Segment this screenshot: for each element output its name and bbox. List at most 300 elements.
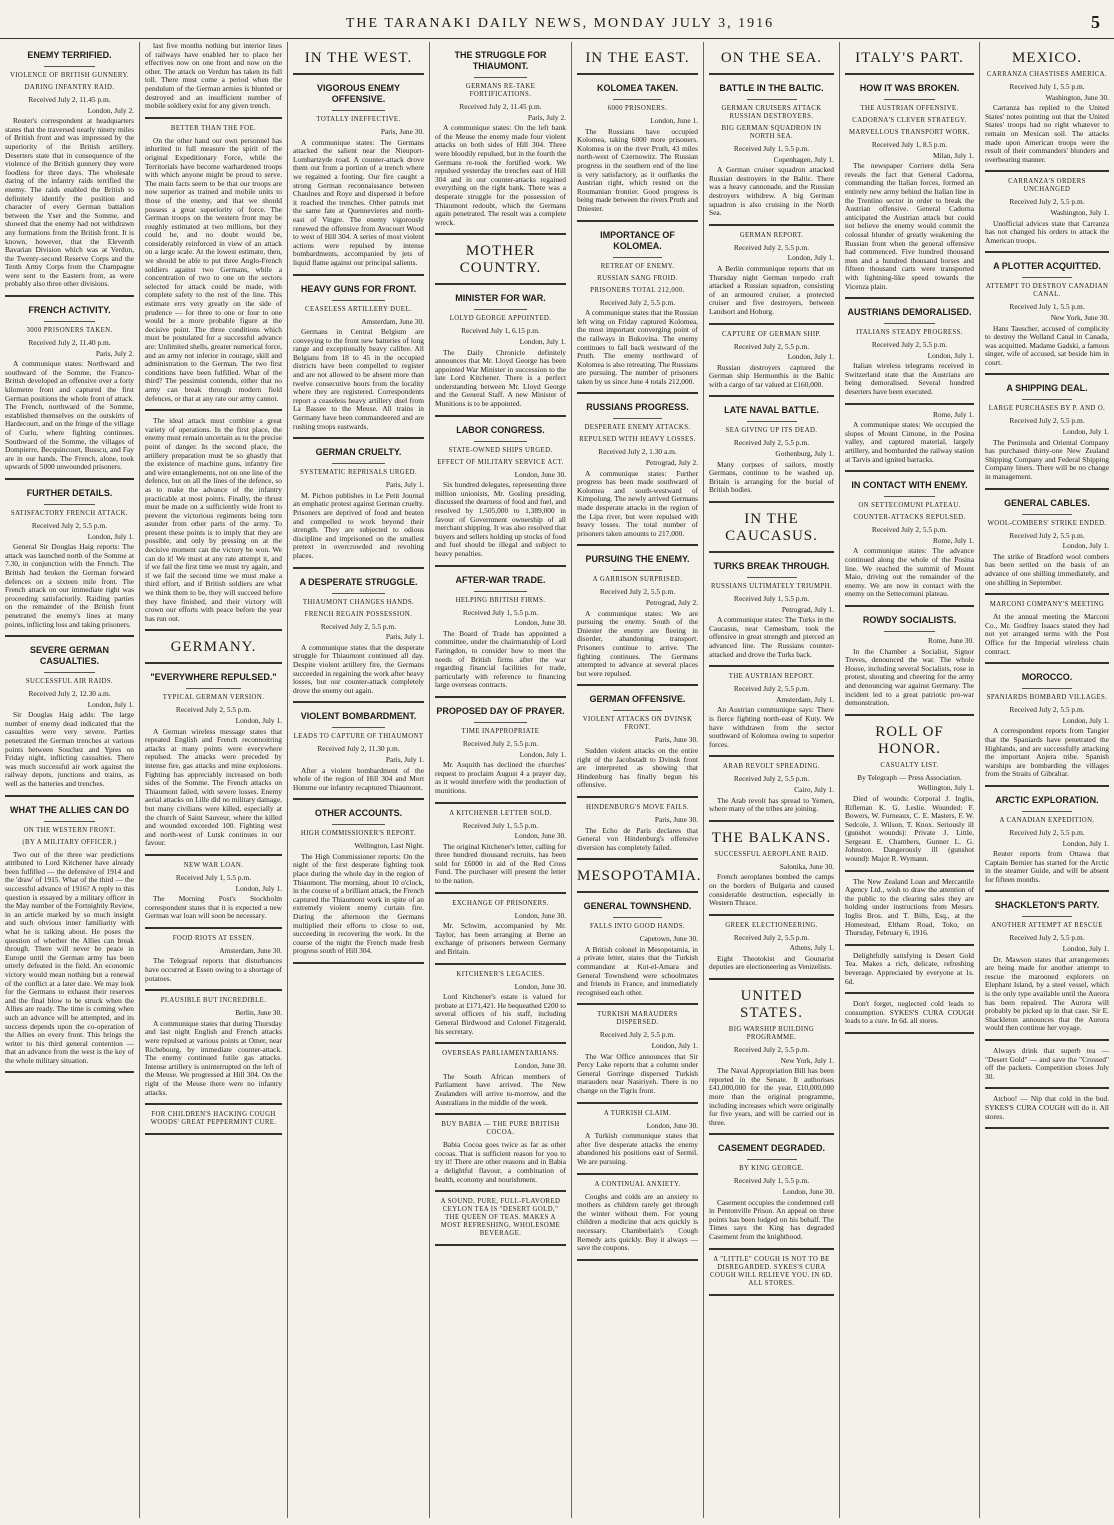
- article-divider: [985, 593, 1109, 595]
- article: [709, 331, 834, 398]
- rule-divider: [44, 672, 96, 673]
- subheading: LARGE PURCHASES BY P. AND O.: [988, 405, 1106, 413]
- subheading: THE AUSTRIAN REPORT.: [728, 673, 815, 681]
- article: [5, 488, 134, 637]
- rule-divider: [44, 66, 96, 67]
- article-divider: [435, 1113, 566, 1115]
- section-heading: MEXICO.: [1012, 50, 1082, 66]
- column-1: [0, 42, 140, 1518]
- place-date: Washington, June 30.: [1045, 92, 1109, 102]
- dateline: Received July 1, 6.15 p.m.: [461, 326, 540, 336]
- article-body: A German cruiser squadron attacked Russian destroyers in the Baltic. There was a heavy cannonade, and the Russian destroyers withdrew. A big German squadron is also cruising in the North Sea.: [709, 165, 834, 218]
- place-date: Athens, July 1.: [789, 943, 834, 953]
- rule-divider: [474, 309, 526, 310]
- article-divider: [709, 755, 834, 757]
- article-body: Mr. Schwim, accompanied by Mr. Taylor, has been arranging at Berne an exchange of prisoners between Germany and Britain.: [435, 921, 566, 957]
- article-divider: [293, 798, 424, 800]
- article-body: A correspondent reports from Tangier that the Spaniards have penetrated the Highlands, and are successfully attacking the important Anjera tribe. Spanish warships are bombarding the villages from the Straits of Gibraltar.: [985, 726, 1109, 779]
- article: [293, 50, 424, 75]
- rule-divider: [474, 722, 526, 723]
- article-heading: GENERAL CABLES.: [1004, 497, 1090, 508]
- rule-divider: [332, 463, 384, 464]
- article-body: Russian destroyers captured the German ship Hermonthis in the Baltic with a cargo of tar valued at £160,000.: [709, 362, 834, 389]
- place-date: Amsterdam, June 30.: [361, 316, 424, 326]
- article-divider: [293, 73, 424, 75]
- article-divider: [145, 117, 282, 119]
- place-date: London, July 2.: [87, 105, 134, 115]
- subheading: GREEK ELECTIONEERING.: [725, 921, 818, 929]
- article-heading: SHACKLETON'S PARTY.: [994, 900, 1100, 911]
- section-heading: MOTHER COUNTRY.: [459, 243, 542, 277]
- article-divider: [985, 373, 1109, 375]
- dateline: Received July 2, 12.30 a.m.: [28, 689, 111, 699]
- article: [145, 42, 282, 119]
- rule-divider: [613, 917, 661, 918]
- section-heading: IN THE CAUCASUS.: [725, 511, 818, 545]
- article-heading: PURSUING THE ENEMY.: [585, 554, 690, 565]
- article-divider: [577, 1003, 698, 1005]
- article-divider: [5, 295, 134, 297]
- subheading: TURKISH MARAUDERS DISPERSED.: [597, 1011, 678, 1027]
- article-heading: AFTER-WAR TRADE.: [455, 574, 546, 585]
- dateline: Received July 2, 11.45 p.m.: [459, 102, 542, 111]
- article-divider: [709, 978, 834, 980]
- article: [435, 1121, 566, 1192]
- article: [985, 900, 1109, 1041]
- subheading: EXCHANGE OF PRISONERS.: [452, 899, 549, 907]
- article-divider: [709, 224, 834, 226]
- article: [709, 830, 834, 916]
- article-body: A communique states: The advance continued along the whole of the Posina line. We reached the summit of Mount Maio, driving out the remainder of the enemy. We are now in contact with the enemy on the Settecomuni plateau.: [845, 546, 974, 599]
- article-body: A Turkish communique states that after five desperate attacks the enemy abandoned his positions east of Sermil. We are pursuing.: [577, 1131, 698, 1166]
- article-body: Babia Cocoa goes twice as far as other cocoas. That is sufficient reason for you to try it! There are other reasons and in Babia a delightful flavour, a combination of health, economy and nourishment.: [435, 1140, 566, 1184]
- article-divider: [845, 944, 974, 946]
- article: [845, 1000, 974, 1034]
- rule-divider: [1022, 399, 1072, 400]
- dateline: Received July 1, 5.5 p.m.: [733, 144, 810, 153]
- article-heading: ENEMY TERRIFIED.: [27, 50, 112, 60]
- dateline: Received July 2, 5.5 p.m.: [871, 525, 948, 535]
- article-heading: KOLOMEA TAKEN.: [597, 83, 678, 93]
- article-divider: [293, 274, 424, 276]
- rule-divider: [332, 593, 384, 594]
- article: [145, 672, 282, 856]
- subheading: A KITCHENER LETTER SOLD.: [449, 809, 552, 817]
- article: [145, 125, 282, 411]
- subheading: CEASELESS ARTILLERY DUEL.: [305, 305, 412, 313]
- subheading: ARAB REVOLT SPREADING.: [723, 763, 820, 771]
- article-heading: WHAT THE ALLIES CAN DO: [10, 804, 129, 815]
- article-divider: [5, 635, 134, 637]
- place-date: Copenhagen, July 1.: [773, 154, 834, 164]
- dateline: Received July 2, 5.5 p.m.: [733, 438, 810, 448]
- article-divider: [293, 962, 424, 964]
- place-date: Paris, July 1.: [385, 754, 424, 764]
- article: [145, 935, 282, 991]
- place-date: Salonika, June 30.: [779, 861, 834, 871]
- subheading: DESPERATE ENEMY ATTACKS.: [584, 424, 691, 432]
- article-body: Reuter reports from Ottawa that Captain Bernier has started for the Arctic in the steamer Guide, and will be absent for fifteen months.: [985, 849, 1109, 884]
- article-divider: [709, 820, 834, 822]
- subheading: TYPICAL GERMAN VERSION.: [162, 694, 265, 702]
- place-date: London, July 1.: [1062, 944, 1109, 954]
- rule-divider: [884, 99, 936, 100]
- column-5: [572, 42, 704, 1518]
- subheading: ON SETTECOMUNI PLATEAU.: [858, 502, 961, 510]
- newspaper-title: THE TARANAKI DAILY NEWS, MONDAY JULY 3, 1916: [345, 16, 775, 31]
- dateline: Received July 2, 5.5 p.m.: [1009, 530, 1085, 540]
- place-date: Petrograd, July 2.: [645, 458, 698, 468]
- article-body: Sir Douglas Haig adds: The large number of enemy dead indicated that the casualties were very severe. Parties penetrated the German trenches at various points between Souchez and Ypres on Friday night, inflicting casualties. There was much successful air work against the railway depots, junctions and trains, as well as the batteries and trenches.: [5, 710, 134, 789]
- article-heading: A SHIPPING DEAL.: [1006, 383, 1088, 394]
- subheading: SUCCESSFUL AIR RAIDS.: [25, 678, 114, 686]
- subheading: HINDENBURG'S MOVE FAILS.: [585, 803, 690, 811]
- place-date: Washington, July 1.: [1050, 207, 1109, 217]
- article: [577, 804, 698, 860]
- place-date: London, July 1.: [87, 531, 134, 541]
- article-divider: [845, 870, 974, 872]
- article-heading: HOW IT WAS BROKEN.: [859, 83, 960, 93]
- place-date: London, June 30.: [514, 1061, 566, 1071]
- place-date: London, July 1.: [235, 716, 282, 725]
- dateline: Received July 1, 5.5 p.m.: [1009, 302, 1085, 312]
- rule-divider: [44, 504, 96, 505]
- subheading: SPANIARDS BOMBARD VILLAGES.: [986, 694, 1108, 702]
- article-divider: [709, 1248, 834, 1250]
- dateline: Received July 2, 5.5 p.m.: [1009, 705, 1085, 715]
- article-body: The War Office announces that Sir Percy Lake reports that a column under General Gorringe dispersed Turkish marauders near Nasiriyeh. There is no change on the Tigris front.: [577, 1051, 698, 1095]
- article-heading: VIOLENT BOMBARDMENT.: [300, 711, 417, 722]
- subheading: 3000 PRISONERS TAKEN.: [26, 327, 113, 335]
- place-date: Cairo, July 1.: [794, 784, 834, 794]
- article-divider: [145, 1103, 282, 1105]
- article: [709, 1256, 834, 1296]
- article-body: A Berlin communique reports that on Thursday night German torpedo craft attacked a Russian squadron, consisting of an armoured cruiser, a protected cruiser and five destroyers, between Landsort and Hoburg.: [709, 263, 834, 316]
- article-body: Coughs and colds are an anxiety to mothers as children rarely get through the winter without them. For young children a medicine that acts quickly is necessary. Chamberlain's Cough Remedy acts quickly. Buy it always — save the coupons.: [577, 1191, 698, 1253]
- article-body: Delightfully satisfying is Desert Gold Tea. Makes a rich, delicate, refreshing beverage. Appreciated by everyone at 1s. 6d.: [845, 950, 974, 986]
- article: [845, 480, 974, 607]
- article: [435, 425, 566, 567]
- column-3: [288, 42, 430, 1518]
- place-date: London, July 1.: [787, 352, 834, 362]
- article-body: The Arab revolt has spread to Yemen, where many of the tribes are joining.: [709, 795, 834, 814]
- subheading: HIGH COMMISSIONER'S REPORT.: [300, 830, 417, 838]
- article: [709, 83, 834, 226]
- place-date: Amsterdam, June 30.: [219, 945, 282, 955]
- article: [709, 922, 834, 980]
- article: [435, 575, 566, 698]
- article: [145, 862, 282, 929]
- article: [577, 694, 698, 798]
- article: [709, 511, 834, 553]
- article-heading: ARCTIC EXPLORATION.: [995, 794, 1099, 805]
- subheading: TOTALLY INEFFECTIVE.: [316, 116, 401, 123]
- subheading: (BY A MILITARY OFFICER.): [22, 838, 117, 846]
- article-divider: [985, 170, 1109, 172]
- article-body: The Russians have occupied Kolomea, taking 6000 more prisoners. Kolomea is on the river Pruth, 43 miles north-west of Czernowitz. The Russian progress in the southern end of the line is very satisfactory, as it outflanks the Austrian right, which rested on the Roumanian frontier. Good progress is being made between the rivers Pruth and Dniester.: [577, 126, 698, 213]
- article-body: In the Chamber a Socialist, Signor Treves, denounced the war. The whole House, including several Socialists, rose in protest, shouting and cheering for the army and denouncing war against Germany. The incident led to a great patriotic pro-war demonstration.: [845, 646, 974, 708]
- article-body: A German wireless message states that repeated English and French reconnoitring attacks at many points were everywhere repulsed. The attacks were preceded by intense fire, gas attacks and mine explosions. Fighting has appreciably increased on both sides of the Somme. The French attacks on Thiaumont failed, with severe losses. Enemy aerial attacks on Lille did no military damage, but many civilians were killed, especially at the church of Saint Sauveur, where the killed and wounded exceeded 100. Fighting west and north-west of Lutsk continues in our favour.: [145, 726, 282, 848]
- place-date: Wellington, Last Night.: [354, 841, 424, 851]
- place-date: Paris, July 2.: [527, 112, 566, 122]
- place-date: Petrograd, July 2.: [645, 598, 698, 607]
- article-divider: [5, 1071, 134, 1073]
- place-date: Paris, June 30.: [654, 814, 698, 824]
- subheading: ATTEMPT TO DESTROY CANADIAN CANAL.: [985, 283, 1109, 299]
- article-body: The Echo de Paris declares that General von Hindenburg's offensive diversion has completely failed.: [577, 825, 698, 852]
- rule-divider: [474, 591, 526, 592]
- subheading: PLAUSIBLE BUT INCREDIBLE.: [160, 997, 267, 1005]
- article-body: Many corpses of sailors, mostly Germans, continue to be washed up. Britain is arranging for the burial of British bodies.: [709, 459, 834, 495]
- subheading: BY KING GEORGE.: [739, 1165, 804, 1173]
- subheading: CASUALTY LIST.: [880, 761, 939, 769]
- article-body: General Sir Douglas Haig reports: The attack was launched north of the Somme at 7.30, in conjunction with the French. The British had broken the German forward defences on a sixteen mile front. The French attack on our immediate right was proceeding satisfactorily. Raiding parties on the remainder of the British front penetrated the enemy's lines at many points, inflicting loss and taking prisoners.: [5, 542, 134, 629]
- page-number: 5: [1091, 12, 1100, 32]
- place-date: New York, July 1.: [780, 1055, 834, 1065]
- subheading: VIOLENCE OF BRITISH GUNNERY.: [9, 72, 130, 79]
- article-heading: FURTHER DETAILS.: [26, 487, 113, 498]
- article: [845, 411, 974, 473]
- place-date: Rome, July 1.: [932, 535, 974, 545]
- place-date: Paris, June 30.: [654, 735, 698, 745]
- subheading: ANOTHER ATTEMPT AT RESCUE: [991, 922, 1103, 930]
- article-divider: [985, 488, 1109, 490]
- article-heading: LATE NAVAL BATTLE.: [724, 405, 819, 416]
- rule-divider: [332, 110, 384, 111]
- article-heading: MOROCCO.: [1021, 672, 1073, 683]
- article-divider: [845, 73, 974, 75]
- section-heading: UNITED STATES.: [740, 988, 803, 1022]
- article-divider: [435, 1042, 566, 1044]
- article-body: Hans Tauscher, accused of complicity to destroy the Welland Canal in Canada, was acquitted. Madame Gadski, a famous singer, wife of accused, sat beside him in court.: [985, 323, 1109, 367]
- article-divider: [985, 1039, 1109, 1041]
- section-heading: ROLL OF HONOR.: [875, 723, 944, 757]
- article-divider: [145, 854, 282, 856]
- article: [985, 1047, 1109, 1089]
- subheading: SYSTEMATIC REPRISALS URGED.: [299, 469, 418, 477]
- dateline: Received July 2, 5.5 p.m.: [462, 738, 539, 748]
- article: [577, 1181, 698, 1261]
- article: [985, 672, 1109, 787]
- rule-divider: [613, 710, 661, 711]
- place-date: Berlin, June 30.: [235, 1008, 282, 1018]
- rule-divider: [332, 824, 384, 825]
- article-body: The South African members of Parliament have arrived. The New Zealanders will arrive to-morrow, and the Australians in the middle of the week.: [435, 1071, 566, 1107]
- article: [709, 50, 834, 75]
- dateline: Received July 2, 5.5 p.m.: [733, 932, 810, 942]
- subheading: MARVELLOUS TRANSPORT WORK.: [848, 129, 971, 136]
- article-divider: [435, 283, 566, 285]
- subheading: OVERSEAS PARLIAMENTARIANS.: [442, 1050, 559, 1058]
- section-heading: GERMANY.: [170, 639, 257, 656]
- article-body: A communique states that the desperate struggle for Thiaumont continued all day. Despite violent artillery fire, the Germans succeeded in regaining the work after heavy losses, but our counter-attack completely drove the enemy out again.: [293, 642, 424, 695]
- rule-divider: [474, 441, 526, 442]
- section-heading: ITALY'S PART.: [855, 50, 964, 66]
- article: [577, 402, 698, 546]
- place-date: London, July 1.: [1062, 838, 1109, 848]
- article: [577, 50, 698, 75]
- subheading: CARRANZA CHASTISES AMERICA.: [986, 71, 1108, 78]
- article-body: The Peninsula and Oriental Company has purchased thirty-one New Zealand Shipping Company and Federal Shipping Company liners. There will be no change in management.: [985, 437, 1109, 482]
- subheading: A SOUND, PURE, FULL-FLAVORED CEYLON TEA IS "DESERT GOLD," THE QUEEN OF TEAS. MAKES A MOST REFRESHING, WHOLESOME BEVERAGE.: [440, 1198, 561, 1238]
- article-divider: [985, 662, 1109, 664]
- subheading: CADORNA'S CLEVER STRATEGY.: [852, 117, 967, 124]
- subheading: SUCCESSFUL AEROPLANE RAID.: [714, 850, 829, 858]
- rule-divider: [884, 496, 936, 497]
- article: [145, 997, 282, 1105]
- article-heading: GERMAN CRUELTY.: [315, 447, 402, 458]
- article-heading: BATTLE IN THE BALTIC.: [719, 83, 824, 93]
- article-divider: [293, 701, 424, 703]
- article: [145, 1111, 282, 1135]
- article: [5, 645, 134, 797]
- dateline: Received July 2, 5.5 p.m.: [871, 340, 948, 350]
- article-body: A communique states: We occupied the slopes of Mount Cimone, in the Posina valley, and captured material, largely artillery, and bombarded the railway station at Tarvis and ignited barracks.: [845, 420, 974, 464]
- dateline: Received July 1, 5.5 p.m.: [462, 607, 539, 617]
- place-date: London, June 30.: [514, 831, 566, 841]
- place-date: Paris, July 1.: [385, 632, 424, 642]
- article: [985, 50, 1109, 172]
- rule-divider: [1022, 688, 1072, 689]
- article-divider: [577, 1173, 698, 1175]
- article: [145, 639, 282, 664]
- subheading: HELPING BRITISH FIRMS.: [455, 596, 546, 604]
- dateline: Received July 2, 11.45 p.m.: [28, 95, 111, 104]
- rule-divider: [186, 688, 241, 689]
- article: [577, 554, 698, 686]
- dateline: Received July 1, 5.5 p.m.: [175, 872, 252, 882]
- article-divider: [435, 415, 566, 417]
- subheading: A "LITTLE" COUGH IS NOT TO BE DISREGARDED. SYKES'S CURA COUGH WILL RELIEVE YOU. IN 6D. ALL STORES.: [710, 1255, 833, 1287]
- article-heading: ROWDY SOCIALISTS.: [862, 614, 957, 625]
- article-heading: RUSSIANS PROGRESS.: [586, 402, 689, 413]
- article: [985, 795, 1109, 893]
- subheading: NEW WAR LOAN.: [183, 861, 244, 869]
- article-body: Two out of the three war predictions attributed to Lord Kitchener have already been fulfilled — the defensive of 1914 and the 'draw' of 1915. What of the third — the successful advance of 1916? A reply to this question is essayed by a military officer in the May number of the Fortnightly Review, in an article marked by so much insight and such obvious inner familiarity with what he is talking about. He poses the question of whether the Allies can break through. There will never be peace in Europe until the German army has been utterly defeated in the field. An economic victory would mean nothing but a renewal of the conflict at a later date. We may look for the Germans to exhaust their reserves and the final blow to be struck when the Allies are ready. The time is coming when such an advance will be attempted, and its success depends upon the co-operation of the Allies on every front. This brings the writer to his third general contention — that an advance from the west is the key of the whole military situation.: [5, 849, 134, 1065]
- article-heading: A DESPERATE STRUGGLE.: [299, 576, 418, 587]
- article-divider: [435, 1244, 566, 1246]
- article: [985, 383, 1109, 489]
- place-date: London, July 1.: [651, 1041, 698, 1051]
- place-date: London, June 30.: [514, 910, 566, 920]
- article: [985, 178, 1109, 253]
- article-body: The Morning Post's Stockholm correspondent states that it is expected a new German war loan will soon be necessary.: [145, 894, 282, 921]
- article: [845, 50, 974, 75]
- dateline: Received July 2, 11.40 p.m.: [28, 338, 111, 348]
- article-body: The newspaper Corriere della Sera reveals the fact that General Cadorna, commanding the Italian forces, formed an entirely new army behind the Italian line in the Trentino sector in order to break the Austrian offensive. General Cadorna anticipated the Austrian attack but could not believe the enemy would commit the colossal blunder of greatly weakening the Russian front when the general offensive had commenced. Five hundred thousand men and a hundred thousand horses and fifteen thousand carts were transported with lightning-like speed towards the Vicenza plain.: [845, 161, 974, 291]
- rule-divider: [613, 257, 661, 258]
- place-date: Petrograd, July 1.: [781, 604, 834, 614]
- subheading: BETTER THAN THE FOE.: [170, 124, 257, 132]
- rule-divider: [884, 323, 936, 324]
- dateline: Received July 2, 5.5 p.m.: [733, 684, 810, 694]
- article: [577, 230, 698, 395]
- dateline: Received July 2, 5.5 p.m.: [1009, 933, 1085, 943]
- article-body: The Naval Appropriation Bill has been reported in the Senate. It authorises £41,000,000 for the year, £10,000,000 more than the original programme, including increases which were originally for five years, and will be carried out in three.: [709, 1066, 834, 1127]
- article-heading: LABOR CONGRESS.: [456, 424, 545, 435]
- article-divider: [435, 696, 566, 698]
- article-divider: [5, 478, 134, 480]
- subheading: THE AUSTRIAN OFFENSIVE.: [860, 105, 959, 112]
- article-divider: [845, 470, 974, 472]
- section-heading: ON THE SEA.: [720, 50, 823, 66]
- article-body: Carranza has replied to the United States' notes pointing out that the United States' troops had no right whatever to remain on Mexican soil. The attacks made upon American troops were the result of their commanders' blunders and overbearing manner.: [985, 103, 1109, 164]
- rule-divider: [613, 570, 661, 571]
- article-body: The strike of Bradford wool combers has been settled on the basis of an advance of one shilling immediately, and one shilling in September.: [985, 551, 1109, 587]
- place-date: London, June 30.: [514, 981, 566, 991]
- article-body: Mr. Asquith has declined the churches' request to proclaim August 4 a prayer day, as it would interfere with the production of munitions.: [435, 760, 566, 795]
- article-body: A communique states that during Thursday and last night English and French attacks were repulsed at various points at Omer, near Richebourg, by immediate counter-attack. The enemy continued futile gas attacks. Intense artillery is uninterrupted on the left of the Meuse. We progressed at Hill 304. On the right of the Meuse there were no infantry attacks.: [145, 1018, 282, 1097]
- article-body: The Board of Trade has appointed a committee, under the chairmanship of Lord Faringdon, to consider how to meet the needs of British firms after the war regarding financial facilities for trade, particularly with reference to financing large overseas contracts.: [435, 628, 566, 690]
- column-2: [140, 42, 288, 1518]
- article-divider: [845, 714, 974, 716]
- place-date: Milan, July 1.: [932, 150, 974, 160]
- article-body: The High Commissioner reports: On the night of the first desperate fighting took place during the whole day in the region of Thiaumont. The morning, about 10 o'clock, in the course of a brilliant attack, the French captured the Thiaumont work in spite of an extremely violent enemy curtain fire. During the afternoon the Germans multiplied their efforts to close to out, succeeding in recovering the work. In the course of the night the French made fresh progress south of Hill 304.: [293, 851, 424, 956]
- article-divider: [985, 890, 1109, 892]
- column-7: [840, 42, 980, 1518]
- article: [985, 601, 1109, 664]
- article-body: Reuter's correspondent at headquarters states that the traversed nearly ninety miles of British front and was impressed by the superiority of the British artillery. Deserters state that in consequence of the violence of the British gunnery they were foodless for three days. The wholesale daring of the infantry raids terrified the enemy. The raids enabled the British to definitely identify the position and character of every German battalion between the Yser and the Somme, and showed that the enemy had not withdrawn any formations from the British front. It is known, however, that the Eleventh Bavarian Division which was at Verdun, the Twenty-second Reserve Corps and the Tenth Army Corps from the Champagne were sent to the Eastern front, as were probably also three other divisions.: [5, 116, 134, 289]
- article-body: A communique states: We are pursuing the enemy. South of the Dniester the enemy are fleeing in disorder, abandoning transport. Prisoners continue to arrive. The fighting continues. The Germans attempted to advance at several places but were repulsed.: [577, 608, 698, 678]
- article-divider: [435, 1190, 566, 1192]
- subheading: ITALIANS STEADY PROGRESS.: [856, 329, 963, 337]
- rule-divider: [1022, 811, 1072, 812]
- dateline: Received July 2, 5.5 p.m.: [599, 1030, 676, 1040]
- dateline: Received July 2, 5.5 p.m.: [733, 774, 810, 784]
- article-body: The Telegraaf reports that disturbances have occurred at Essen owing to a shortage of potatoes.: [145, 956, 282, 983]
- subheading: CAPTURE OF GERMAN SHIP.: [721, 330, 822, 338]
- article-heading: HEAVY GUNS FOR FRONT.: [300, 283, 417, 294]
- rule-divider: [1022, 514, 1072, 515]
- article-heading: IMPORTANCE OF KOLOMEA.: [600, 229, 675, 251]
- place-date: London, July 1.: [519, 336, 566, 346]
- subheading: STATE-OWNED SHIPS URGED.: [448, 446, 553, 454]
- article-divider: [577, 544, 698, 546]
- article-divider: [145, 927, 282, 929]
- subheading: A CANADIAN EXPEDITION.: [999, 816, 1095, 824]
- subheading: VIOLENT ATTACKS ON DVINSK FRONT.: [582, 716, 693, 732]
- dateline: By Telegraph — Press Association.: [857, 772, 962, 782]
- article-body: The Daily Chronicle definitely announces that Mr. Lloyd George has been appointed War Minister in succession to the late Lord Kitchener. There is a perfect understanding between Mr. Lloyd George and the General Staff. A new Minister of Munitions is to be appointed.: [435, 347, 566, 409]
- article: [709, 561, 834, 667]
- article-divider: [577, 220, 698, 222]
- article-divider: [709, 501, 834, 503]
- article: [293, 284, 424, 440]
- article-divider: [709, 323, 834, 325]
- article-divider: [435, 233, 566, 235]
- subheading: EFFECT OF MILITARY SERVICE ACT.: [437, 458, 564, 466]
- article-heading: VIGOROUS ENEMY OFFENSIVE.: [316, 83, 400, 104]
- article: [293, 711, 424, 800]
- article: [435, 1050, 566, 1115]
- subheading: FRENCH REGAIN POSSESSION.: [304, 610, 413, 618]
- place-date: London, June 30.: [782, 1187, 834, 1196]
- place-date: London, July 1.: [927, 350, 974, 360]
- rule-divider: [44, 321, 96, 322]
- article-divider: [845, 297, 974, 299]
- article-heading: SEVERE GERMAN CASUALTIES.: [29, 645, 109, 667]
- article-divider: [145, 409, 282, 411]
- article-body: The original Kitchener's letter, calling for three hundred thousand recruits, has been sold for £6000 in aid of the Red Cross Fund. The purchaser will present the letter to the nation.: [435, 841, 566, 886]
- article-divider: [577, 684, 698, 686]
- rule-divider: [332, 300, 384, 301]
- subheading: BIG WARSHIP BUILDING PROGRAMME.: [728, 1026, 815, 1042]
- article: [435, 50, 566, 235]
- article-heading: OTHER ACCOUNTS.: [314, 808, 403, 819]
- article-body: French aeroplanes bombed the camps on the borders of Bulgaria and caused considerable destruction, especially in Western Thrace.: [709, 872, 834, 908]
- subheading: MARCONI COMPANY'S MEETING: [989, 601, 1105, 609]
- article: [845, 615, 974, 716]
